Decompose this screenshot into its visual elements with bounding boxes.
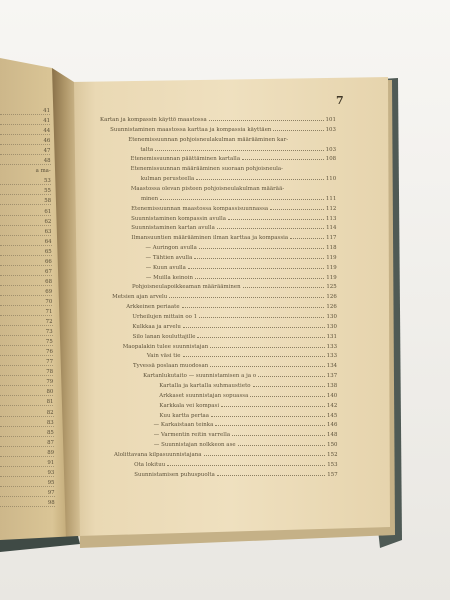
left-page-row — [0, 329, 53, 336]
toc-entry — [126, 304, 337, 310]
left-page-number: 68 — [45, 278, 53, 285]
toc-entry-title: Pohjoisneulapoikkeaman määrääminen — [132, 284, 241, 291]
left-page-row — [0, 269, 52, 276]
left-page-row — [0, 188, 51, 195]
left-page-number: 61 — [44, 208, 52, 215]
left-page-row — [0, 249, 52, 256]
toc-entry-page: 138 — [326, 382, 338, 389]
toc-entry-page: 114 — [326, 225, 337, 232]
toc-entry-page: 153 — [327, 461, 338, 468]
toc-entry-title: Suunnistaminen maastossa karttaa ja kompassia käyttäen — [110, 126, 272, 133]
toc-entry-page: 146 — [327, 422, 338, 429]
toc-dot-leader — [188, 265, 324, 269]
left-page-row — [0, 118, 50, 125]
toc-dot-leader — [228, 216, 324, 220]
toc-entry-page: 133 — [326, 343, 338, 350]
toc-entry — [100, 117, 336, 123]
toc-entry — [110, 127, 336, 133]
toc-entry-title: kulman perusteella — [140, 176, 195, 183]
left-page-row — [0, 108, 50, 115]
left-page-row — [0, 168, 51, 174]
toc-dot-leader — [204, 452, 326, 456]
left-page-number: 62 — [44, 218, 52, 225]
toc-entry — [154, 422, 338, 428]
toc-entry-title: Silo lanan kouluttajille — [132, 333, 196, 340]
left-page-number: 53 — [43, 178, 51, 185]
toc-dot-leader — [167, 462, 325, 466]
toc-entry-page: 113 — [326, 215, 337, 222]
left-page-row — [0, 209, 51, 216]
toc-entry — [140, 147, 336, 153]
toc-entry — [159, 403, 337, 409]
toc-dot-leader — [217, 472, 325, 476]
left-page-row — [0, 500, 55, 507]
toc-entry-page: 119 — [326, 274, 337, 281]
toc-entry-title: Etenemissuunnan päättäminen kartalla — [130, 156, 241, 163]
toc-entry-page: 134 — [326, 363, 338, 370]
toc-dot-leader — [210, 344, 324, 348]
left-page-row — [0, 239, 52, 246]
toc-entry — [146, 245, 337, 251]
toc-entry-title: Etenemissuunnan määrääminen suoraan pohjoisneula- — [130, 166, 284, 173]
toc-dot-leader — [169, 294, 324, 298]
toc-entry-page: 157 — [327, 471, 338, 478]
toc-entry-title: Ilmansuuntien määrääminen ilman karttaa ja kompassia — [131, 235, 289, 242]
left-page-number: 73 — [45, 329, 53, 336]
toc-dot-leader — [242, 156, 324, 160]
toc-entry — [128, 137, 336, 143]
toc-entry-title: Kartan ja kompassin käyttö maastossa — [100, 117, 207, 123]
toc-entry — [130, 156, 336, 162]
left-page-row — [0, 198, 51, 205]
left-page-row — [0, 440, 54, 447]
left-page-number: 79 — [46, 379, 54, 386]
toc-dot-leader — [232, 432, 325, 436]
left-page-number: 77 — [46, 359, 53, 366]
left-page-number: 41 — [43, 118, 51, 125]
toc-entry-page: 130 — [326, 323, 337, 330]
toc-entry — [131, 225, 336, 231]
toc-entry-title: — Kuun avulla — [145, 264, 186, 271]
toc-entry — [159, 383, 337, 389]
toc-dot-leader — [183, 353, 325, 357]
toc-dot-leader — [183, 324, 325, 328]
toc-entry-page: 130 — [326, 314, 337, 320]
left-page-number: 58 — [44, 198, 52, 205]
left-page-number: 78 — [46, 369, 54, 376]
toc-entry-page: 140 — [326, 392, 338, 399]
toc-entry — [132, 314, 337, 320]
toc-entry-title: Arkkaset suunnistajan sopuassa — [159, 392, 249, 399]
left-page-row — [0, 420, 54, 427]
toc-entry — [147, 353, 337, 359]
toc-dot-leader — [209, 117, 324, 121]
toc-entry-page: 131 — [326, 333, 338, 340]
toc-entry-title: Ota lokituu — [134, 461, 166, 468]
left-page-number: 64 — [44, 238, 52, 245]
left-page-number: 80 — [46, 389, 54, 396]
left-page-number: 91 — [47, 459, 55, 466]
left-page-row — [0, 158, 51, 165]
left-page-number: 55 — [44, 188, 51, 195]
toc-dot-leader — [199, 314, 324, 318]
left-page-row — [0, 178, 51, 185]
toc-entry — [131, 186, 337, 192]
toc-entry-title: Suunnistamisen puhuspuolta — [134, 471, 215, 478]
left-page-number: 89 — [47, 449, 55, 456]
toc-dot-leader — [290, 235, 324, 239]
left-page-row — [0, 279, 52, 286]
toc-entry — [131, 216, 336, 222]
toc-dot-leader — [196, 176, 324, 180]
left-page-number: 75 — [45, 339, 53, 346]
toc-entry — [132, 324, 337, 330]
toc-entry-page: 125 — [326, 284, 337, 291]
toc-dot-leader — [221, 403, 325, 407]
toc-entry-title: Tyvessä poslaan muodosan — [132, 363, 209, 370]
toc-entry-title: Maastossa olevan pisteen pohjoisneulakulman määrää- — [130, 185, 285, 192]
left-page-number: 82 — [46, 409, 54, 416]
toc-entry-title: talta — [140, 146, 154, 153]
left-page-number: 44 — [43, 128, 51, 135]
toc-dot-leader — [217, 225, 324, 229]
left-page-row — [0, 128, 50, 135]
toc-entry — [131, 166, 337, 172]
page-number: 7 — [336, 94, 344, 107]
left-page-number: 72 — [45, 319, 53, 326]
toc-entry-page: 126 — [326, 304, 337, 311]
toc-entry — [131, 206, 336, 212]
left-page-number: 48 — [43, 158, 51, 165]
toc-entry-title: Kulkkaa ja arvelu — [132, 323, 181, 330]
toc-entry — [131, 235, 336, 241]
left-page-number: 70 — [45, 298, 53, 305]
left-page-fragment: a ma- — [35, 168, 51, 175]
toc-entry-title: Kartanlukutaito — suunnistamisen a ja o — [143, 373, 257, 380]
toc-entry-title: Suunnistaminen kartan avulla — [131, 225, 215, 232]
toc-entry — [141, 176, 337, 182]
left-page-number: 47 — [43, 148, 51, 155]
toc-dot-leader — [253, 383, 325, 387]
left-page-row — [0, 480, 54, 487]
toc-dot-leader — [215, 422, 325, 426]
toc-entry — [134, 472, 337, 478]
toc-entry — [146, 265, 337, 271]
toc-entry — [132, 284, 337, 290]
toc-entry-page: 126 — [326, 294, 337, 301]
toc-dot-leader — [195, 275, 324, 279]
toc-dot-leader — [210, 363, 324, 367]
toc-dot-leader — [211, 413, 325, 417]
toc-entry-title: Etenemissuunnan pohjoisneulakulman määrääminen kar- — [128, 136, 289, 143]
left-page-number: 95 — [47, 479, 55, 486]
toc-entry — [112, 294, 337, 300]
left-page-number: 93 — [47, 469, 55, 476]
toc-entry-page: 148 — [327, 432, 338, 439]
left-page-row — [0, 470, 54, 477]
toc-entry-title: Kuu kartta pertaa — [159, 412, 210, 419]
toc-entry-title: — Muilla keinoin — [145, 274, 193, 281]
toc-entry-page: 108 — [325, 156, 337, 163]
toc-dot-leader — [273, 127, 323, 131]
toc-entry — [123, 344, 337, 350]
left-page-row — [0, 450, 54, 457]
toc-entry — [134, 462, 338, 468]
toc-entry — [154, 432, 338, 438]
toc-entry-page: 119 — [326, 254, 337, 261]
toc-entry-title: Metsien ajan arvelu — [112, 294, 168, 301]
toc-entry-title: Urheilujen mittain oo 1 — [132, 314, 198, 320]
toc-entry-page: 103 — [325, 146, 337, 153]
toc-entry — [146, 275, 337, 281]
toc-entry-page: 103 — [325, 126, 337, 133]
toc-entry-title: Vain väsi tie — [146, 353, 181, 360]
left-page-number: 85 — [46, 429, 54, 436]
toc-entry-title: Alolittavana kilpasuunnistajana — [114, 451, 202, 458]
left-page-row — [0, 410, 54, 417]
left-page-number: 98 — [47, 499, 55, 506]
toc-entry-title: Kartalla ja kartalla suhmaustieto — [159, 382, 251, 389]
toc-dot-leader — [238, 442, 325, 446]
left-page-row — [0, 229, 51, 236]
toc-dot-leader — [270, 206, 324, 210]
toc-dot-leader — [243, 284, 325, 288]
left-page-row — [0, 339, 53, 346]
toc-dot-leader — [197, 334, 324, 338]
toc-entry-title: Arkkeinen periaate — [126, 304, 180, 311]
left-page-row — [0, 319, 53, 326]
toc-entry-page: 152 — [327, 451, 338, 458]
toc-entry — [133, 363, 337, 369]
left-page-row — [0, 138, 50, 145]
toc-dot-leader — [250, 393, 325, 397]
toc-entry-page: 145 — [326, 412, 338, 419]
left-page-row — [0, 219, 51, 226]
left-page-number: 71 — [45, 309, 53, 315]
left-page-row — [0, 430, 54, 437]
toc-entry-page: 117 — [326, 235, 337, 242]
toc-entry-page: 133 — [326, 353, 338, 360]
toc-entry-page: 110 — [325, 176, 337, 183]
toc-entry-title: Karkkala vei kompasi — [159, 402, 220, 409]
toc-entry-page: 112 — [325, 205, 337, 212]
toc-dot-leader — [155, 147, 324, 151]
toc-entry-title: minen — [140, 195, 159, 202]
toc-entry-title: — Varmentin reitin varrella — [153, 432, 231, 439]
left-page-number: 63 — [44, 228, 52, 235]
toc-entry-page: 137 — [326, 373, 338, 380]
left-page-number: 66 — [44, 258, 52, 265]
toc-dot-leader — [258, 373, 325, 377]
left-page-row — [0, 289, 52, 296]
toc-entry — [133, 334, 337, 340]
left-page-row — [0, 359, 53, 366]
toc-dot-leader — [199, 245, 324, 249]
left-page-row — [0, 369, 53, 376]
toc-entry — [160, 413, 338, 419]
left-page-number: 87 — [47, 439, 54, 446]
toc-entry — [154, 442, 338, 448]
toc-entry-page: 142 — [326, 402, 338, 409]
toc-entry-title: Maopalakin tulee suunnistajan — [122, 343, 209, 350]
toc-entry-page: 111 — [325, 195, 337, 202]
left-page-number: 76 — [46, 349, 53, 356]
left-page-row — [0, 349, 53, 356]
left-page-row — [0, 299, 52, 306]
left-page-row — [0, 460, 54, 467]
toc-entry — [114, 452, 338, 458]
left-page-number: 97 — [47, 489, 55, 496]
left-page-number: 41 — [43, 108, 50, 114]
left-page-row — [0, 148, 50, 155]
left-page-number: 46 — [43, 138, 51, 145]
toc-dot-leader — [182, 304, 325, 308]
toc-entry — [146, 255, 337, 261]
left-page-row — [0, 379, 53, 386]
left-page-number: 81 — [46, 399, 54, 406]
toc-entry-title: Suunnistaminen kompassin avulla — [131, 215, 226, 222]
left-page-number: 83 — [46, 419, 54, 426]
toc-entry-page: 118 — [326, 245, 337, 252]
toc-dot-leader — [194, 255, 324, 259]
left-page-row — [0, 309, 52, 316]
toc-entry-title: Etenemissuunnan maastossa kompassisuunnassa — [131, 205, 269, 212]
toc-entry-page: 150 — [327, 442, 338, 449]
toc-dot-leader — [160, 196, 324, 200]
left-page-number: 65 — [44, 248, 52, 255]
toc-entry — [143, 373, 337, 379]
toc-entry — [159, 393, 337, 399]
toc-entry — [141, 196, 336, 202]
left-page-row — [0, 399, 53, 406]
left-page-row — [0, 490, 55, 497]
toc-entry-title: — Tähtien avulla — [145, 254, 193, 261]
toc-entry-title: — Auringon avulla — [145, 245, 197, 252]
toc-entry-page: 101 — [325, 117, 336, 123]
toc-entry-page: 119 — [326, 264, 337, 271]
toc-entry-title: — Karkaistaan teinka — [153, 422, 214, 429]
left-page-row — [0, 389, 53, 396]
left-page-row — [0, 259, 52, 266]
left-page-number: 69 — [45, 288, 53, 295]
toc-entry-title: — Suunnistajan nolkkeon ase — [153, 442, 236, 449]
left-page-number: 67 — [45, 268, 52, 275]
